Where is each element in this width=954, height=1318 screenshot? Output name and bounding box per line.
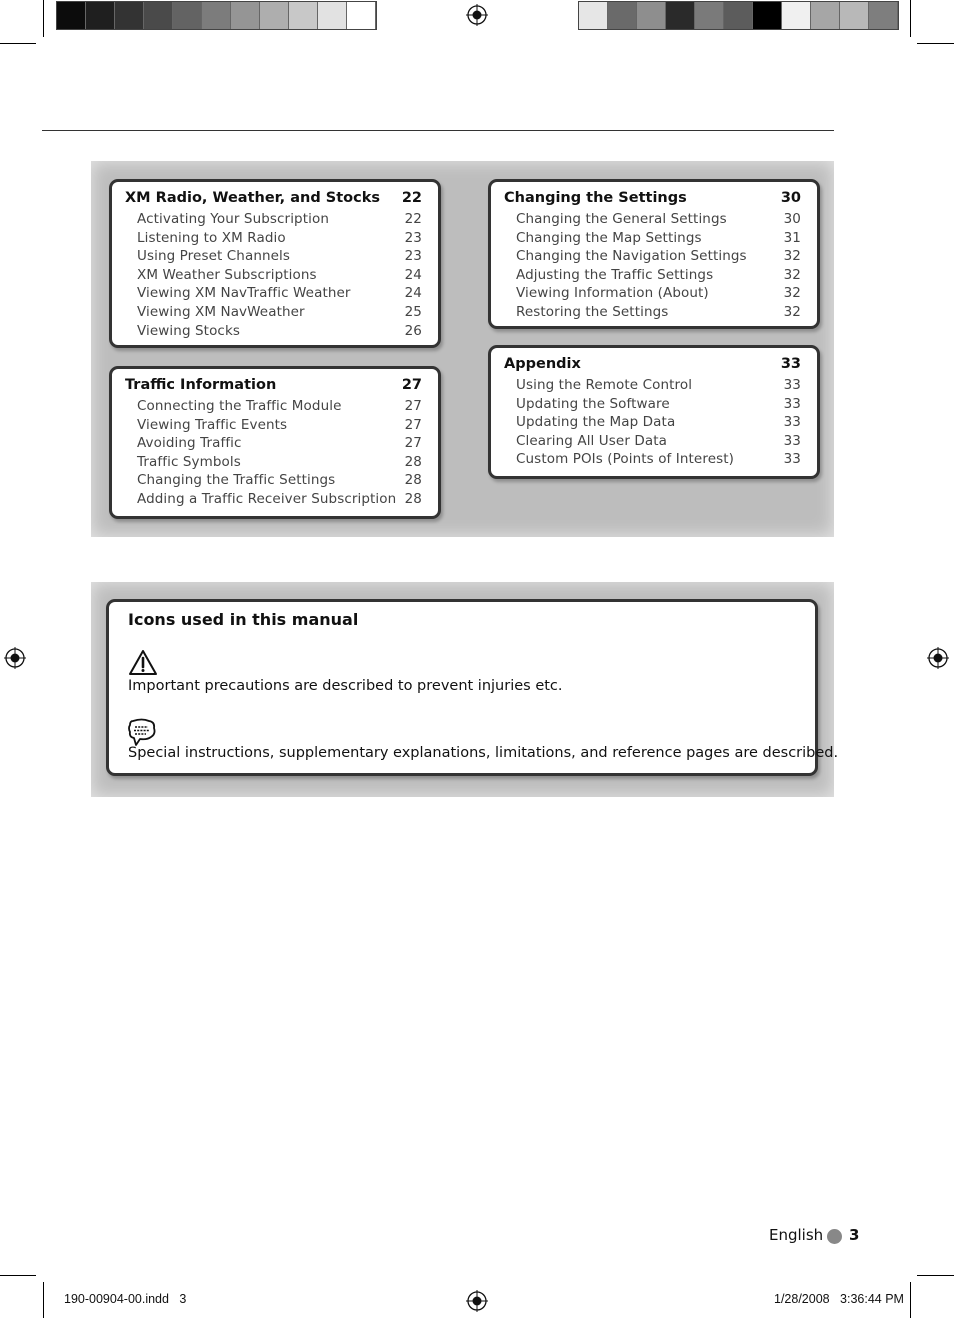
toc-item[interactable]	[516, 303, 801, 322]
color-swatch	[840, 2, 869, 29]
toc-item-label: Using the Remote Control	[516, 377, 693, 393]
toc-item[interactable]	[137, 416, 422, 435]
color-swatch	[608, 2, 637, 29]
toc-item[interactable]	[137, 490, 422, 509]
toc-item-label: Changing the General Settings	[516, 211, 727, 227]
toc-item-label: Updating the Software	[516, 395, 670, 412]
color-swatch	[579, 2, 608, 29]
toc-section-page: 30	[780, 190, 801, 206]
crop-mark	[910, 1282, 911, 1318]
toc-item[interactable]	[137, 284, 422, 303]
toc-item-page: 28	[404, 490, 422, 507]
toc-item-label: Viewing Information (About)	[516, 285, 709, 302]
toc-item-page: 28	[404, 472, 422, 489]
page-number: 3	[849, 1226, 860, 1244]
crop-mark	[0, 43, 36, 44]
warning-triangle-icon	[128, 649, 158, 676]
toc-item-page: 27	[404, 416, 422, 433]
color-swatch	[811, 2, 840, 29]
toc-item-label: Changing the Traffic Settings	[137, 472, 336, 489]
toc-item-page: 28	[404, 453, 422, 470]
note-description: Special instructions, supplementary explanations, limitations, and reference pages are described.	[128, 745, 839, 761]
color-swatch	[289, 2, 318, 29]
toc-item[interactable]	[516, 284, 801, 303]
toc-item-label: Listening to XM Radio	[137, 229, 286, 246]
toc-section-appendix	[488, 345, 820, 479]
toc-item-page: 32	[783, 248, 801, 265]
toc-section-title: Appendix	[504, 356, 581, 372]
toc-item-page: 23	[404, 229, 422, 246]
toc-item-page: 24	[404, 285, 422, 302]
toc-section-changing-settings	[488, 179, 820, 329]
toc-item[interactable]	[137, 322, 422, 341]
color-swatch	[782, 2, 811, 29]
footer-bullet-icon	[827, 1229, 842, 1244]
toc-section-xm-radio	[109, 179, 441, 348]
toc-item[interactable]	[516, 210, 801, 229]
toc-item-page: 33	[783, 451, 801, 468]
toc-item-label: Changing the Map Settings	[516, 229, 702, 246]
toc-item[interactable]	[516, 395, 801, 414]
footer-language: English	[769, 1226, 824, 1244]
color-swatch	[57, 2, 86, 29]
color-swatch	[86, 2, 115, 29]
toc-item-page: 33	[783, 395, 801, 412]
color-bar-left	[56, 1, 377, 30]
toc-item-label: Adding a Traffic Receiver Subscription	[137, 490, 397, 507]
color-swatch	[318, 2, 347, 29]
toc-section-page: 33	[780, 356, 801, 372]
registration-mark-icon	[4, 647, 26, 669]
toc-item[interactable]	[137, 247, 422, 266]
color-swatch	[666, 2, 695, 29]
warning-description: Important precautions are described to prevent injuries etc.	[128, 678, 563, 694]
toc-item-label: Viewing XM NavWeather	[137, 303, 305, 320]
toc-item-page: 32	[783, 303, 801, 320]
toc-item[interactable]	[137, 266, 422, 285]
toc-items	[137, 210, 422, 340]
toc-section-title: Traffic Information	[125, 377, 277, 393]
toc-section-traffic-information	[109, 366, 441, 519]
toc-item[interactable]	[137, 229, 422, 248]
crop-mark	[43, 0, 44, 37]
toc-item[interactable]	[137, 210, 422, 229]
color-swatch	[173, 2, 202, 29]
toc-item-page: 26	[404, 322, 422, 339]
toc-item-label: Activating Your Subscription	[137, 211, 329, 227]
toc-item[interactable]	[516, 247, 801, 266]
toc-item[interactable]	[137, 303, 422, 322]
registration-mark-icon	[466, 1290, 488, 1312]
toc-item-page: 25	[404, 303, 422, 320]
toc-item-page: 22	[404, 211, 422, 227]
crop-mark	[917, 1275, 954, 1276]
registration-mark-icon	[927, 647, 949, 669]
toc-item[interactable]	[137, 397, 422, 416]
toc-item[interactable]	[516, 376, 801, 395]
toc-section-heading[interactable]	[125, 377, 422, 393]
toc-items	[516, 376, 801, 469]
color-swatch	[231, 2, 260, 29]
toc-section-heading[interactable]	[125, 190, 422, 206]
toc-item-page: 32	[783, 285, 801, 302]
toc-item-label: Custom POIs (Points of Interest)	[516, 451, 734, 468]
toc-item-label: Avoiding Traffic	[137, 435, 242, 452]
toc-item-label: Changing the Navigation Settings	[516, 248, 747, 265]
toc-item-label: Viewing XM NavTraffic Weather	[137, 285, 351, 302]
toc-item-label: Connecting the Traffic Module	[137, 398, 342, 414]
toc-item-page: 33	[783, 414, 801, 431]
toc-item-page: 27	[404, 435, 422, 452]
color-swatch	[202, 2, 231, 29]
toc-section-title: Changing the Settings	[504, 190, 687, 206]
icons-section-title: Icons used in this manual	[128, 610, 359, 629]
icons-box	[106, 599, 839, 776]
color-swatch	[869, 2, 898, 29]
toc-item-page: 33	[783, 377, 801, 393]
toc-item[interactable]	[137, 453, 422, 472]
toc-item-page: 27	[404, 398, 422, 414]
speech-bubble-note-icon	[127, 717, 157, 747]
color-bar-right	[578, 1, 899, 30]
toc-item-label: XM Weather Subscriptions	[137, 266, 317, 283]
toc-item[interactable]	[516, 266, 801, 285]
header-rule	[42, 130, 834, 131]
color-swatch	[144, 2, 173, 29]
toc-item-label: Viewing Traffic Events	[137, 416, 288, 433]
toc-section-page: 22	[401, 190, 422, 206]
registration-mark-icon	[466, 4, 488, 26]
color-swatch	[347, 2, 376, 29]
toc-item-label: Restoring the Settings	[516, 303, 669, 320]
color-swatch	[695, 2, 724, 29]
crop-mark	[910, 0, 911, 37]
file-slug: 190-00904-00.indd 3	[64, 1292, 187, 1306]
toc-items	[516, 210, 801, 322]
toc-section-heading[interactable]	[504, 356, 801, 372]
crop-mark	[0, 1275, 36, 1276]
toc-section-page: 27	[401, 377, 422, 393]
toc-item[interactable]	[516, 413, 801, 432]
toc-item-label: Using Preset Channels	[137, 248, 291, 265]
toc-item[interactable]	[137, 434, 422, 453]
print-timestamp: 1/28/2008 3:36:44 PM	[774, 1292, 904, 1306]
toc-item-label: Viewing Stocks	[137, 322, 240, 339]
toc-item-label: Updating the Map Data	[516, 414, 676, 431]
color-swatch	[115, 2, 144, 29]
toc-item-page: 30	[783, 211, 801, 227]
toc-item-label: Adjusting the Traffic Settings	[516, 266, 714, 283]
crop-mark	[43, 1282, 44, 1318]
toc-item-page: 23	[404, 248, 422, 265]
color-swatch	[637, 2, 666, 29]
toc-item-page: 33	[783, 432, 801, 449]
toc-item-label: Traffic Symbols	[137, 453, 241, 470]
color-swatch	[260, 2, 289, 29]
toc-items	[137, 397, 422, 509]
toc-item[interactable]	[516, 432, 801, 451]
toc-item[interactable]	[516, 229, 801, 248]
crop-mark	[917, 43, 954, 44]
toc-item[interactable]	[516, 450, 801, 469]
color-swatch	[724, 2, 753, 29]
color-swatch	[753, 2, 782, 29]
toc-item-page: 32	[783, 266, 801, 283]
toc-section-heading[interactable]	[504, 190, 801, 206]
toc-item[interactable]	[137, 471, 422, 490]
toc-section-title: XM Radio, Weather, and Stocks	[125, 190, 380, 206]
toc-item-page: 24	[404, 266, 422, 283]
toc-item-page: 31	[783, 229, 801, 246]
toc-item-label: Clearing All User Data	[516, 432, 667, 449]
